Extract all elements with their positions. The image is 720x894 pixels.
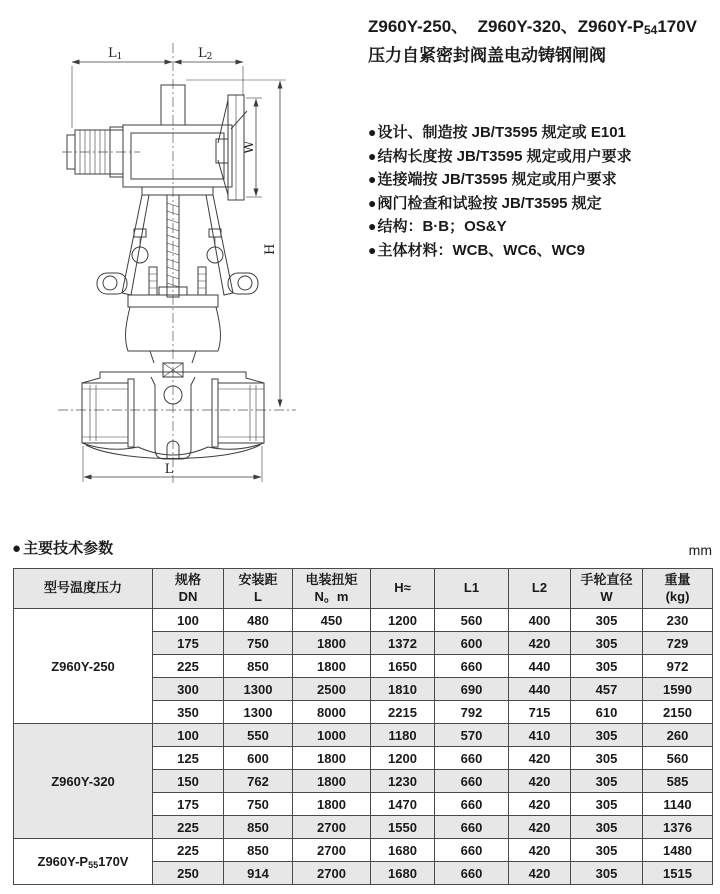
param-cell: 305 (571, 747, 643, 770)
param-cell: 305 (571, 793, 643, 816)
feature-item-2 (368, 145, 718, 169)
feature-text: 结构：B·B；OS&Y (377, 218, 507, 235)
column-header-3: 安装距 L (224, 569, 293, 609)
param-cell: 1650 (371, 655, 435, 678)
param-cell: 972 (643, 655, 713, 678)
feature-text: 设计、制造按 JB/T3595 规定或 E101 (377, 124, 626, 141)
bullet-icon: ● (12, 540, 22, 557)
param-cell: 660 (435, 816, 509, 839)
model-cell: Z960Y-250 (14, 609, 153, 724)
param-cell: 660 (435, 655, 509, 678)
table-body (14, 609, 713, 885)
param-cell: 570 (435, 724, 509, 747)
param-cell: 1230 (371, 770, 435, 793)
param-cell: 420 (509, 747, 571, 770)
param-cell: 1180 (371, 724, 435, 747)
param-cell: 729 (643, 632, 713, 655)
param-cell: 410 (509, 724, 571, 747)
param-cell: 305 (571, 770, 643, 793)
param-cell: 715 (509, 701, 571, 724)
column-header-5: H≈ (371, 569, 435, 609)
centerlines (58, 43, 296, 483)
product-title (368, 14, 716, 68)
section-title: ● 主要技术参数 (12, 540, 114, 557)
bullet-icon: ● (368, 194, 377, 211)
feature-item-6 (368, 239, 718, 263)
param-cell: 560 (643, 747, 713, 770)
feature-item-5 (368, 215, 718, 239)
param-cell: 2700 (293, 816, 371, 839)
param-cell: 440 (509, 678, 571, 701)
valve-drawing-svg (50, 33, 305, 498)
feature-item-3 (368, 168, 718, 192)
param-cell: 1680 (371, 839, 435, 862)
model-cell: Z960Y-P55170V (14, 839, 153, 885)
param-cell: 175 (153, 793, 224, 816)
dim-label-l1: L1 (108, 46, 123, 62)
param-cell: 850 (224, 816, 293, 839)
model-subscript: 54 (643, 23, 658, 37)
param-cell: 1590 (643, 678, 713, 701)
electric-motor (67, 127, 123, 177)
param-cell: 750 (224, 632, 293, 655)
gland-bolting (97, 229, 258, 295)
dimension-l1-l2 (72, 46, 243, 128)
param-cell: 440 (509, 655, 571, 678)
param-cell: 225 (153, 816, 224, 839)
param-cell: 1800 (293, 770, 371, 793)
param-cell: 660 (435, 862, 509, 885)
param-cell: 225 (153, 839, 224, 862)
feature-text: 主体材料：WCB、WC6、WC9 (377, 241, 585, 259)
table-row (14, 609, 713, 632)
valve-technical-drawing (50, 33, 305, 498)
param-cell: 660 (435, 839, 509, 862)
param-cell: 1140 (643, 793, 713, 816)
feature-list (368, 121, 718, 262)
section-heading-row (12, 537, 712, 558)
param-cell: 305 (571, 609, 643, 632)
column-header-8: 手轮直径 W (571, 569, 643, 609)
param-cell: 300 (153, 678, 224, 701)
param-cell: 1800 (293, 747, 371, 770)
param-cell: 1800 (293, 632, 371, 655)
yoke (122, 195, 233, 297)
table-header (14, 569, 713, 609)
param-cell: 230 (643, 609, 713, 632)
param-cell: 175 (153, 632, 224, 655)
param-cell: 792 (435, 701, 509, 724)
param-cell: 850 (224, 839, 293, 862)
param-cell: 420 (509, 793, 571, 816)
param-cell: 1515 (643, 862, 713, 885)
model-cell: Z960Y-320 (14, 724, 153, 839)
param-cell: 690 (435, 678, 509, 701)
column-header-7: L2 (509, 569, 571, 609)
dim-label-w: W (242, 140, 257, 154)
bullet-icon: ● (368, 124, 377, 140)
feature-text: 阀门检查和试验按 JB/T3595 规定 (377, 194, 602, 212)
param-cell: 480 (224, 609, 293, 632)
param-cell: 660 (435, 793, 509, 816)
param-cell: 150 (153, 770, 224, 793)
param-cell: 450 (293, 609, 371, 632)
param-cell: 585 (643, 770, 713, 793)
feature-item-4 (368, 192, 718, 216)
param-cell: 305 (571, 839, 643, 862)
param-cell: 1550 (371, 816, 435, 839)
param-cell: 100 (153, 609, 224, 632)
param-cell: 1470 (371, 793, 435, 816)
param-cell: 420 (509, 632, 571, 655)
column-header-9: 重量 (kg) (643, 569, 713, 609)
product-description: 压力自紧密封阀盖电动铸钢闸阀 (368, 46, 606, 65)
param-cell: 1300 (224, 678, 293, 701)
param-cell: 610 (571, 701, 643, 724)
param-cell: 1300 (224, 701, 293, 724)
param-cell: 600 (224, 747, 293, 770)
unit-label: mm (688, 542, 712, 558)
feature-text: 连接端按 JB/T3595 规定或用户要求 (377, 171, 617, 188)
param-cell: 100 (153, 724, 224, 747)
param-cell: 762 (224, 770, 293, 793)
param-cell: 750 (224, 793, 293, 816)
handwheel (216, 95, 244, 200)
column-header-6: L1 (435, 569, 509, 609)
param-cell: 305 (571, 632, 643, 655)
dim-label-l2: L2 (198, 46, 213, 62)
column-header-2: 规格 DN (153, 569, 224, 609)
param-cell: 2700 (293, 862, 371, 885)
dimension-l (83, 446, 262, 482)
param-cell: 600 (435, 632, 509, 655)
param-cell: 305 (571, 655, 643, 678)
param-cell: 1200 (371, 609, 435, 632)
param-cell: 457 (571, 678, 643, 701)
param-cell: 1810 (371, 678, 435, 701)
param-cell: 550 (224, 724, 293, 747)
param-cell: 350 (153, 701, 224, 724)
param-cell: 125 (153, 747, 224, 770)
param-cell: 1000 (293, 724, 371, 747)
param-cell: 2700 (293, 839, 371, 862)
param-cell: 305 (571, 724, 643, 747)
param-cell: 420 (509, 816, 571, 839)
param-cell: 1680 (371, 862, 435, 885)
table-row (14, 724, 713, 747)
param-cell: 850 (224, 655, 293, 678)
param-cell: 1200 (371, 747, 435, 770)
param-cell: 420 (509, 770, 571, 793)
param-cell: 1372 (371, 632, 435, 655)
param-cell: 250 (153, 862, 224, 885)
param-cell: 225 (153, 655, 224, 678)
param-cell: 914 (224, 862, 293, 885)
param-cell: 2215 (371, 701, 435, 724)
param-cell: 2150 (643, 701, 713, 724)
parameters-table (13, 568, 713, 885)
param-cell: 260 (643, 724, 713, 747)
table-row (14, 839, 713, 862)
bullet-icon: ● (368, 218, 377, 234)
param-cell: 1800 (293, 793, 371, 816)
param-cell: 420 (509, 839, 571, 862)
feature-item-1 (368, 121, 718, 145)
param-cell: 1800 (293, 655, 371, 678)
model-numbers: Z960Y-250、 Z960Y-320、Z960Y-P54170V (368, 17, 698, 37)
param-cell: 2500 (293, 678, 371, 701)
bullet-icon: ● (368, 241, 377, 258)
column-header-1: 型号温度压力 (14, 569, 153, 609)
param-cell: 1480 (643, 839, 713, 862)
param-cell: 660 (435, 770, 509, 793)
bullet-icon: ● (368, 147, 377, 164)
feature-text: 结构长度按 JB/T3595 规定或用户要求 (377, 147, 632, 165)
column-header-4: 电装扭矩 N。m (293, 569, 371, 609)
dim-label-h: H (263, 243, 278, 255)
param-cell: 305 (571, 862, 643, 885)
param-cell: 560 (435, 609, 509, 632)
param-cell: 8000 (293, 701, 371, 724)
header-row (14, 569, 713, 609)
param-cell: 1376 (643, 816, 713, 839)
param-cell: 420 (509, 862, 571, 885)
bullet-icon: ● (368, 171, 377, 187)
param-cell: 660 (435, 747, 509, 770)
dim-label-l: L (164, 462, 174, 477)
param-cell: 305 (571, 816, 643, 839)
param-cell: 400 (509, 609, 571, 632)
